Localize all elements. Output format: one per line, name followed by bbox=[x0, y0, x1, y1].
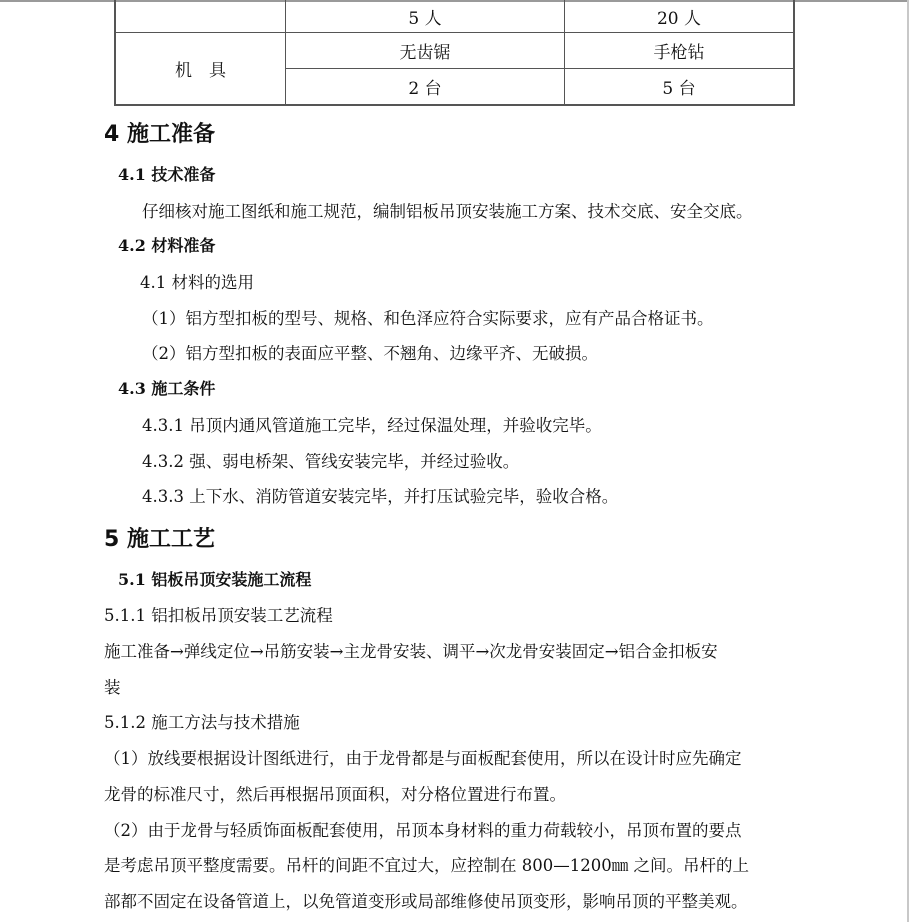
para-4-2-item2: （2）铝方型扣板的表面应平整、不翘角、边缘平齐、无破损。 bbox=[142, 344, 598, 363]
para-method2-line3: 部都不固定在设备管道上，以免管道变形或局部维修使吊顶变形，影响吊顶的平整美观。 bbox=[104, 892, 748, 911]
resource-table bbox=[114, 0, 795, 106]
para-4-2-sub: 4.1 材料的选用 bbox=[140, 273, 254, 292]
para-method1-line2: 龙骨的标准尺寸，然后再根据吊顶面积，对分格位置进行布置。 bbox=[104, 785, 566, 804]
cell-tool-count-col2: 2 台 bbox=[408, 79, 442, 99]
heading-5-1: 5.1 铝板吊顶安装施工流程 bbox=[118, 570, 312, 589]
cell-tools-label: 机 具 bbox=[175, 61, 226, 81]
cell-workers-col2: 5 人 bbox=[408, 8, 442, 29]
para-method2-line1: （2）由于龙骨与轻质饰面板配套使用，吊顶本身材料的重力荷载较小，吊顶布置的要点 bbox=[104, 821, 742, 840]
para-5-1-2: 5.1.2 施工方法与技术措施 bbox=[104, 713, 300, 732]
para-4-3-1: 4.3.1 吊顶内通风管道施工完毕，经过保温处理，并验收完毕。 bbox=[142, 416, 602, 435]
cell-workers-col3: 20 人 bbox=[656, 8, 702, 29]
cell-tool-name-col2: 无齿锯 bbox=[399, 43, 451, 63]
para-4-1: 仔细核对施工图纸和施工规范，编制铝板吊顶安装施工方案、技术交底、安全交底。 bbox=[142, 202, 753, 221]
para-4-3-2: 4.3.2 强、弱电桥架、管线安装完毕，并经过验收。 bbox=[142, 452, 520, 471]
heading-4-3: 4.3 施工条件 bbox=[118, 379, 216, 398]
cell-tool-count-col3: 5 台 bbox=[662, 79, 696, 99]
para-4-3-3: 4.3.3 上下水、消防管道安装完毕，并打压试验完毕，验收合格。 bbox=[142, 487, 619, 506]
heading-section-5: 5 施工工艺 bbox=[104, 527, 215, 552]
para-flow-line2: 装 bbox=[104, 678, 121, 697]
para-4-2-item1: （1）铝方型扣板的型号、规格、和色泽应符合实际要求，应有产品合格证书。 bbox=[142, 309, 714, 328]
para-flow-line1: 施工准备→弹线定位→吊筋安装→主龙骨安装、调平→次龙骨安装固定→铝合金扣板安 bbox=[104, 642, 718, 661]
para-method2-line2: 是考虑吊顶平整度需要。吊杆的间距不宜过大，应控制在 800—1200㎜ 之间。吊杆的上 bbox=[104, 856, 749, 875]
heading-4-1: 4.1 技术准备 bbox=[118, 165, 216, 184]
para-method1-line1: （1）放线要根据设计图纸进行，由于龙骨都是与面板配套使用，所以在设计时应先确定 bbox=[104, 749, 742, 768]
heading-section-4: 4 施工准备 bbox=[104, 122, 215, 147]
cell-tool-name-col3: 手枪钻 bbox=[653, 43, 705, 63]
heading-4-2: 4.2 材料准备 bbox=[118, 236, 216, 255]
para-5-1-1: 5.1.1 铝扣板吊顶安装工艺流程 bbox=[104, 606, 333, 625]
